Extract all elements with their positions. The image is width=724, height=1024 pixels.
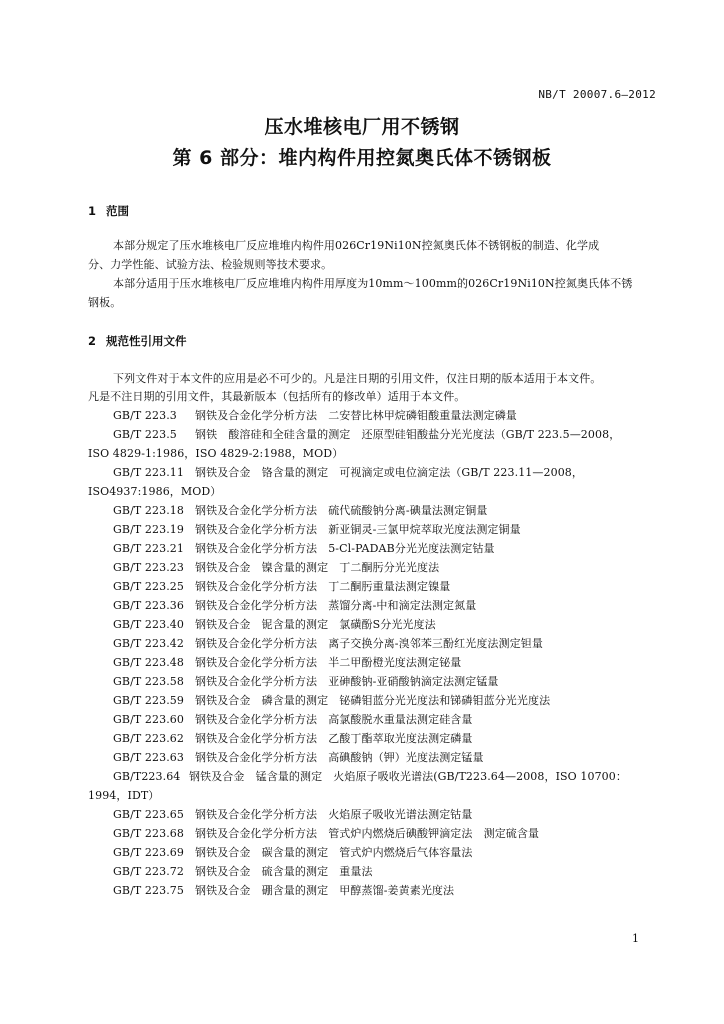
reference-code: GB/T 223.48	[113, 656, 184, 669]
reference-title: 钢铁及合金化学分析方法 新亚铜灵-三氯甲烷萃取光度法测定铜量	[195, 523, 521, 536]
reference-title: 钢铁及合金 铬含量的测定 可视滴定或电位滴定法（GB/T 223.11—2008，	[195, 466, 583, 479]
reference-code: GB/T 223.11	[113, 466, 184, 479]
reference-title: 钢铁及合金 硼含量的测定 甲醇蒸馏-姜黄素光度法	[195, 884, 455, 897]
reference-title: 钢铁及合金化学分析方法 高氯酸脱水重量法测定硅含量	[195, 713, 473, 726]
reference-code: GB/T 223.72	[113, 865, 184, 878]
reference-title: 钢铁及合金化学分析方法 亚砷酸钠-亚硝酸钠滴定法测定锰量	[195, 675, 499, 688]
reference-item	[113, 409, 517, 423]
reference-title: 钢铁及合金化学分析方法 管式炉内燃烧后碘酸钾滴定法 测定硫含量	[195, 827, 540, 840]
paragraph-line: 凡是不注日期的引用文件，其最新版本（包括所有的修改单）适用于本文件。	[88, 390, 466, 403]
reference-code: GB/T 223.3	[113, 409, 177, 422]
reference-code: GB/T 223.40	[113, 618, 184, 631]
reference-title: 钢铁及合金化学分析方法 二安替比林甲烷磷钼酸重量法测定磷量	[195, 409, 517, 422]
reference-title: 钢铁及合金化学分析方法 高碘酸钠（钾）光度法测定锰量	[195, 751, 484, 764]
section-number: 1	[88, 204, 97, 218]
paragraph-line: 钢板。	[88, 296, 122, 309]
reference-title: 钢铁及合金化学分析方法 火焰原子吸收光谱法测定钴量	[195, 808, 473, 821]
reference-item	[113, 504, 487, 518]
paragraph-line: 分、力学性能、试验方法、检验规则等技术要求。	[88, 258, 333, 271]
reference-continuation: ISO 4829-1:1986，ISO 4829-2:1988，MOD）	[88, 447, 344, 460]
paragraph-line: 本部分适用于压水堆核电厂反应堆堆内构件用厚度为10mm～100mm的026Cr19Ni10N控氮奥氏体不锈	[113, 277, 633, 290]
reference-title: 钢铁及合金 碳含量的测定 管式炉内燃烧后气体容量法	[195, 846, 473, 859]
reference-title: 钢铁及合金化学分析方法 5-Cl-PADAB分光光度法测定钴量	[195, 542, 495, 555]
paragraph-line: 本部分规定了压水堆核电厂反应堆堆内构件用026Cr19Ni10N控氮奥氏体不锈钢板的制造、化学成	[113, 239, 600, 252]
reference-item	[113, 599, 476, 613]
reference-code: GB/T 223.25	[113, 580, 184, 593]
reference-title: 钢铁及合金 磷含量的测定 铋磷钼蓝分光光度法和锑磷钼蓝分光光度法	[195, 694, 551, 707]
reference-item	[113, 675, 499, 689]
page-number: 1	[632, 932, 639, 945]
reference-item	[113, 770, 627, 784]
reference-code: GB/T 223.59	[113, 694, 184, 707]
reference-item	[113, 846, 473, 860]
section-1-heading	[88, 203, 129, 219]
reference-code: GB/T 223.62	[113, 732, 184, 745]
reference-code: GB/T 223.65	[113, 808, 184, 821]
section-title: 规范性引用文件	[106, 334, 187, 348]
reference-item	[113, 713, 473, 727]
reference-title: 钢铁 酸溶硅和全硅含量的测定 还原型硅钼酸盐分光光度法（GB/T 223.5—2008，	[195, 428, 621, 441]
reference-code: GB/T 223.5	[113, 428, 177, 441]
reference-title: 钢铁及合金 锰含量的测定 火焰原子吸收光谱法(GB/T223.64—2008，ISO 10700：	[189, 770, 627, 783]
reference-code: GB/T223.64	[113, 770, 181, 783]
document-title: 压水堆核电厂用不锈钢	[264, 116, 460, 138]
reference-code: GB/T 223.60	[113, 713, 184, 726]
section-2-heading	[88, 333, 187, 349]
reference-item	[113, 751, 484, 765]
standard-number: NB/T 20007.6—2012	[538, 88, 656, 101]
reference-item	[113, 580, 450, 594]
reference-code: GB/T 223.58	[113, 675, 184, 688]
reference-item	[113, 827, 539, 841]
reference-code: GB/T 223.69	[113, 846, 184, 859]
reference-item	[113, 618, 436, 632]
reference-continuation: 1994，IDT）	[88, 789, 160, 802]
reference-code: GB/T 223.21	[113, 542, 184, 555]
document-subtitle: 第 6 部分：堆内构件用控氮奥氏体不锈钢板	[172, 147, 552, 169]
reference-item	[113, 808, 473, 822]
reference-code: GB/T 223.36	[113, 599, 184, 612]
reference-item	[113, 561, 439, 575]
reference-title: 钢铁及合金化学分析方法 丁二酮肟重量法测定镍量	[195, 580, 451, 593]
reference-title: 钢铁及合金化学分析方法 离子交换分离-溴邻苯三酚红光度法测定钽量	[195, 637, 543, 650]
reference-title: 钢铁及合金化学分析方法 半二甲酚橙光度法测定铋量	[195, 656, 462, 669]
reference-continuation: ISO4937:1986，MOD）	[88, 485, 222, 498]
reference-title: 钢铁及合金化学分析方法 蒸馏分离-中和滴定法测定氮量	[195, 599, 477, 612]
reference-code: GB/T 223.68	[113, 827, 184, 840]
reference-code: GB/T 223.75	[113, 884, 184, 897]
reference-item	[113, 656, 461, 670]
reference-item	[113, 542, 495, 556]
reference-code: GB/T 223.23	[113, 561, 184, 574]
reference-item	[113, 732, 473, 746]
reference-item	[113, 637, 543, 651]
section-number: 2	[88, 334, 97, 348]
paragraph-line: 下列文件对于本文件的应用是必不可少的。凡是注日期的引用文件，仅注日期的版本适用于本文件。	[113, 372, 602, 385]
reference-item	[113, 884, 454, 898]
reference-code: GB/T 223.63	[113, 751, 184, 764]
reference-title: 钢铁及合金 铌含量的测定 氯磺酚S分光光度法	[195, 618, 436, 631]
reference-code: GB/T 223.19	[113, 523, 184, 536]
reference-title: 钢铁及合金化学分析方法 硫代硫酸钠分离-碘量法测定铜量	[195, 504, 488, 517]
reference-title: 钢铁及合金 硫含量的测定 重量法	[195, 865, 373, 878]
section-title: 范围	[106, 204, 129, 218]
reference-code: GB/T 223.42	[113, 637, 184, 650]
reference-item	[113, 466, 583, 480]
reference-code: GB/T 223.18	[113, 504, 184, 517]
reference-item	[113, 694, 550, 708]
reference-item	[113, 428, 620, 442]
reference-item	[113, 523, 521, 537]
reference-title: 钢铁及合金化学分析方法 乙酸丁酯萃取光度法测定磷量	[195, 732, 473, 745]
reference-title: 钢铁及合金 镍含量的测定 丁二酮肟分光光度法	[195, 561, 440, 574]
reference-item	[113, 865, 373, 879]
